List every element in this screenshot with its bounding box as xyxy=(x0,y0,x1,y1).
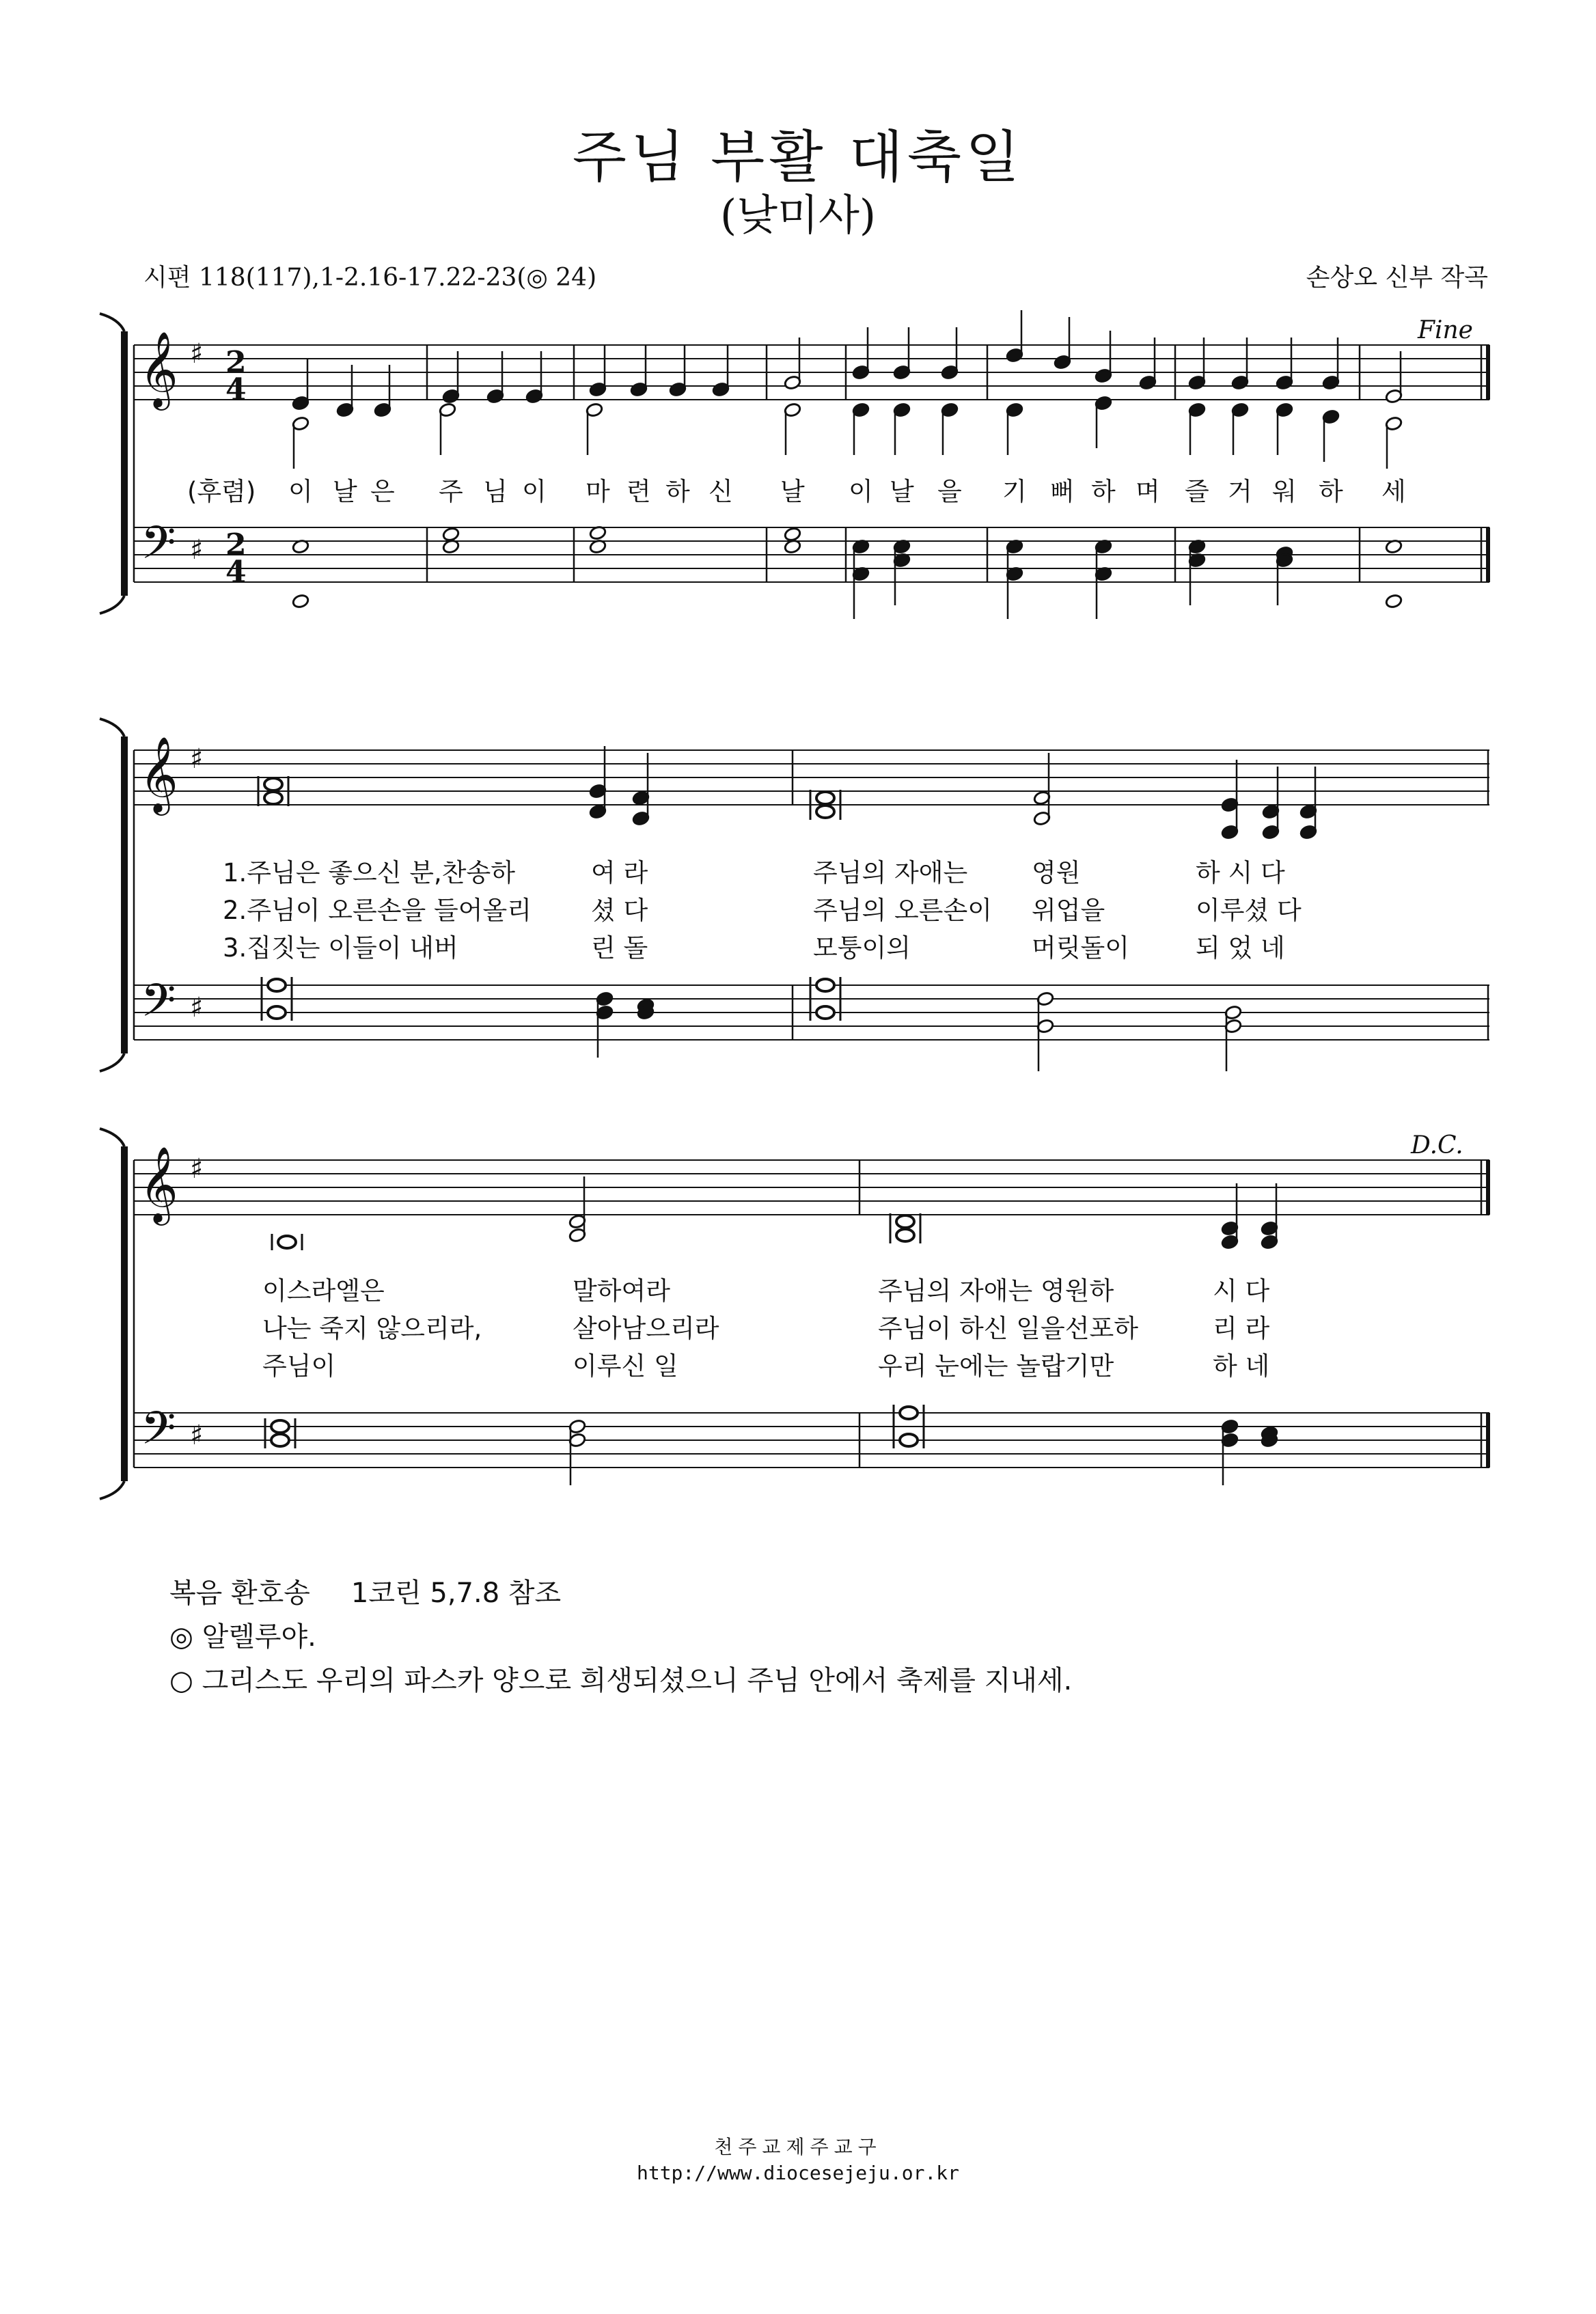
refrain-syllable: 이 xyxy=(522,477,547,506)
system-brace-2-hook xyxy=(100,719,124,736)
verse-lyric: 이스라엘은 xyxy=(262,1276,385,1306)
verse-lyric: 하 시 다 xyxy=(1196,858,1285,887)
verse-lyric: 하 네 xyxy=(1213,1351,1270,1381)
refrain-syllable: 을 xyxy=(937,477,962,506)
refrain-syllable: 세 xyxy=(1381,477,1406,506)
verse-lyric: 리 라 xyxy=(1213,1314,1270,1343)
bass-reciting-tone xyxy=(900,1434,918,1446)
bass-reciting-tone xyxy=(816,1006,834,1019)
key-signature: ♯ xyxy=(190,534,204,566)
verse-lyric: 린 돌 xyxy=(591,933,648,963)
reciting-tone xyxy=(264,792,282,804)
reciting-tone xyxy=(816,805,834,818)
bass-reciting-tone xyxy=(268,1006,286,1019)
verse-lyric: 여 라 xyxy=(591,858,648,887)
refrain-syllable: 날 xyxy=(890,477,914,506)
refrain-syllable: 거 xyxy=(1228,477,1252,506)
system-brace-3-hook xyxy=(100,1129,124,1146)
bass-clef: 𝄢 xyxy=(141,974,176,1038)
refrain-syllable: 주 xyxy=(439,477,463,506)
bass-chord xyxy=(1385,594,1403,609)
verse-lyric: 주님이 하신 일을선포하 xyxy=(878,1314,1138,1343)
time-signature: 4 xyxy=(225,372,247,407)
verse-lyric: 주님의 자애는 xyxy=(813,858,968,887)
verse-lyric: 주님이 xyxy=(262,1351,336,1381)
treble-clef: 𝄞 xyxy=(139,331,178,407)
key-signature: ♯ xyxy=(190,1153,204,1185)
refrain-syllable: 날 xyxy=(333,477,357,506)
time-signature: 2 xyxy=(225,345,247,380)
bass-reciting-tone xyxy=(900,1407,918,1419)
verse-lyric: 2.주님이 오른손을 들어올리 xyxy=(223,896,532,925)
refrain-label: (후렴) xyxy=(187,477,256,506)
refrain-syllable: 뻐 xyxy=(1050,477,1075,506)
verse-lyric: 주님의 자애는 영원하 xyxy=(878,1276,1114,1306)
verse-lyric: 이루신 일 xyxy=(573,1351,678,1381)
key-signature: ♯ xyxy=(190,992,204,1023)
refrain-syllable: 하 xyxy=(1319,477,1343,506)
verse-lyric: 모퉁이의 xyxy=(813,933,911,963)
verse-lyric: 말하여라 xyxy=(573,1276,670,1306)
verse-lyric: 시 다 xyxy=(1213,1276,1270,1306)
refrain-syllable: 워 xyxy=(1272,477,1297,506)
bass-reciting-tone xyxy=(268,979,286,991)
refrain-syllable: 즐 xyxy=(1185,477,1209,506)
psalm-reference: 시편 118(117),1-2.16-17.22-23(◎ 24) xyxy=(143,264,597,292)
verse-lyric: 머릿돌이 xyxy=(1032,933,1129,963)
reciting-tone xyxy=(278,1236,296,1248)
verse-lyric: 이루셨 다 xyxy=(1196,896,1302,925)
refrain-syllable: 기 xyxy=(1002,477,1027,506)
refrain-syllable: 하 xyxy=(1091,477,1116,506)
reciting-tone xyxy=(896,1215,914,1228)
verse-lyric: 주님의 오른손이 xyxy=(813,896,992,925)
refrain-syllable: 마 xyxy=(586,477,610,506)
footer-url: http://www.diocesejeju.or.kr xyxy=(636,2162,959,2184)
gospel-verse: ○ 그리스도 우리의 파스카 양으로 희생되셨으니 주님 안에서 축제를 지내세. xyxy=(169,1665,1073,1696)
reciting-tone xyxy=(816,792,834,804)
gospel-reference: 1코린 5,7.8 참조 xyxy=(350,1578,562,1609)
gospel-acclamation xyxy=(169,1571,1072,1703)
refrain-syllable: 은 xyxy=(370,477,395,506)
bass-clef: 𝄢 xyxy=(141,1402,176,1465)
key-signature: ♯ xyxy=(190,743,204,775)
refrain-syllable: 련 xyxy=(627,477,651,506)
refrain-syllable: 이 xyxy=(849,477,873,506)
bass-reciting-tone xyxy=(816,979,834,991)
time-signature: 4 xyxy=(225,555,247,590)
bass-clef: 𝄢 xyxy=(141,516,176,580)
gospel-response: ◎ 알렐루야. xyxy=(169,1621,316,1653)
refrain-syllable: 며 xyxy=(1136,477,1160,506)
bass-reciting-tone xyxy=(271,1420,289,1433)
bass-chord xyxy=(442,527,460,542)
gospel-heading xyxy=(169,1571,1072,1615)
bass-chord xyxy=(292,594,309,609)
verse-lyric: 위업을 xyxy=(1032,896,1105,925)
refrain-syllable: 날 xyxy=(780,477,805,506)
treble-clef: 𝄞 xyxy=(139,736,178,812)
reciting-tone xyxy=(264,778,282,790)
system-brace-1-hook xyxy=(100,314,124,331)
verse-lyric: 되 었 네 xyxy=(1196,933,1285,963)
verse-lyric: 3.집짓는 이들이 내버 xyxy=(223,933,458,963)
verse-lyric: 1.주님은 좋으신 분,찬송하 xyxy=(223,858,516,887)
verse-lyric: 살아남으리라 xyxy=(573,1314,719,1343)
reciting-tone xyxy=(896,1229,914,1241)
bass-reciting-tone xyxy=(271,1434,289,1446)
dc-mark: D.C. xyxy=(1411,1131,1463,1159)
bass-chord xyxy=(784,527,801,542)
page-subtitle: (낮미사) xyxy=(719,190,877,240)
verse-lyric: 우리 눈에는 놀랍기만 xyxy=(878,1351,1114,1381)
verse-lyric: 영원 xyxy=(1032,858,1081,887)
fine-mark: Fine xyxy=(1418,316,1473,344)
key-signature: ♯ xyxy=(190,1420,204,1451)
verse-lyric: 셨 다 xyxy=(591,896,648,925)
system-brace-2-hook xyxy=(100,1053,124,1071)
refrain-syllable: 님 xyxy=(483,477,508,506)
gospel-label: 복음 환호송 xyxy=(169,1578,310,1609)
refrain-syllable: 이 xyxy=(288,477,313,506)
refrain-syllable: 신 xyxy=(708,477,733,506)
footer-org: 천주교제주교구 xyxy=(714,2136,882,2158)
page-title: 주님 부활 대축일 xyxy=(572,125,1024,190)
verse-lyric: 나는 죽지 않으리라, xyxy=(262,1314,482,1343)
composer-credit: 손상오 신부 작곡 xyxy=(1306,264,1488,292)
footer xyxy=(0,2134,1596,2186)
system-brace-1-hook xyxy=(100,596,124,614)
time-signature: 2 xyxy=(225,527,247,562)
system-brace-3-hook xyxy=(100,1481,124,1499)
refrain-syllable: 하 xyxy=(665,477,690,506)
key-signature: ♯ xyxy=(190,338,204,370)
treble-clef: 𝄞 xyxy=(139,1146,178,1222)
